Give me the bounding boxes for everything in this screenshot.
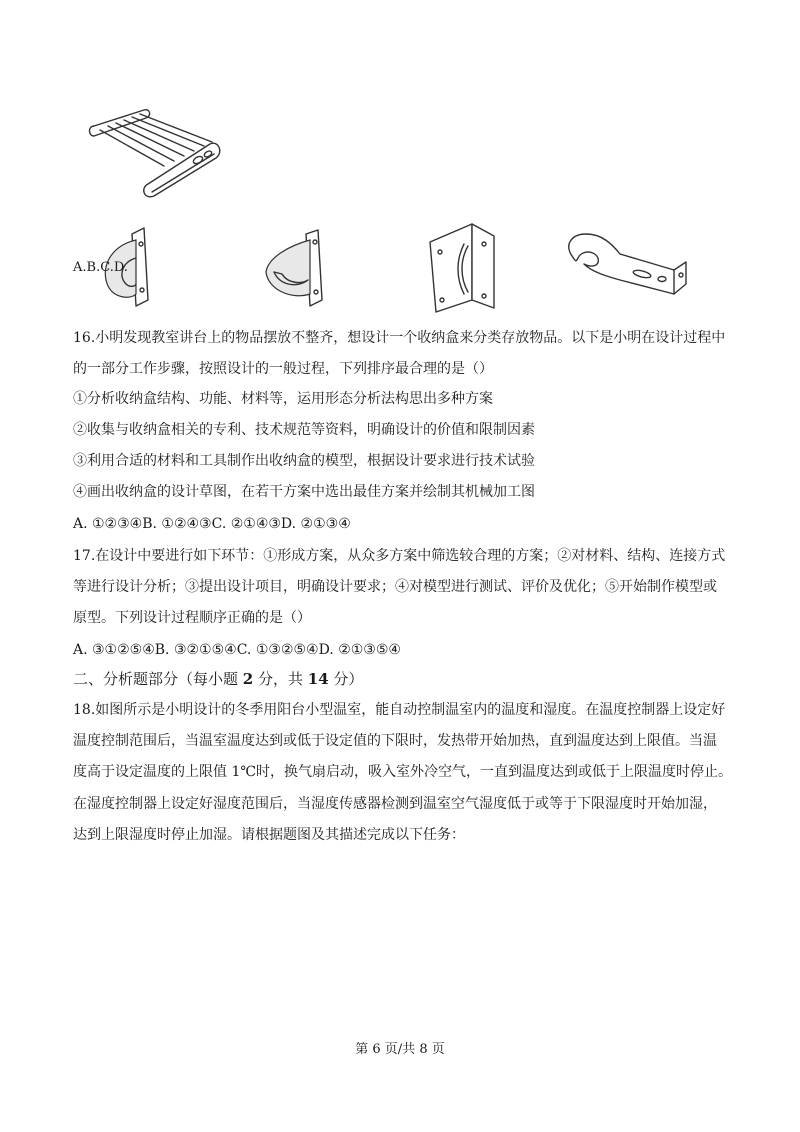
- page-footer: 第 6 页/共 8 页: [355, 1042, 445, 1057]
- bracket-option-b-figure: [262, 230, 332, 308]
- q16-stem-line-2: 的一部分工作步骤，按照设计的一般过程，下列排序最合理的是（）: [73, 361, 493, 377]
- q18-line-4: 在湿度控制器上设定好湿度范围后，当湿度传感器检测到温室空气湿度低于或等于下限湿度时开始加湿，: [73, 796, 717, 812]
- section2-heading: 二、分析题部分（每小题 2 分，共 14 分）: [73, 670, 364, 688]
- options-label: A.B.C.D.: [73, 260, 128, 275]
- q18-line-1: 18.如图所示是小明设计的冬季用阳台小型温室，能自动控制温室内的温度和湿度。在温度控制器上设定好: [73, 702, 726, 718]
- q17-stem-line-3: 原型。下列设计过程顺序正确的是（）: [73, 610, 311, 626]
- q16-step-2: ②收集与收纳盒相关的专利、技术规范等资料，明确设计的价值和限制因素: [73, 422, 535, 438]
- q18-line-2: 温度控制范围后，当温室温度达到或低于设定值的下限时，发热带开始加热，直到温度达到上限值。当温: [73, 733, 717, 749]
- q16-step-1: ①分析收纳盒结构、功能、材料等，运用形态分析法构思出多种方案: [73, 391, 493, 407]
- q18-line-5: 达到上限湿度时停止加湿。请根据题图及其描述完成以下任务：: [73, 827, 465, 843]
- q16-step-4: ④画出收纳盒的设计草图，在若干方案中选出最佳方案并绘制其机械加工图: [73, 484, 535, 500]
- q17-choices: A. ③①②⑤④B. ③②①⑤④C. ①③②⑤④D. ②①③⑤④: [73, 642, 401, 658]
- q16-step-3: ③利用合适的材料和工具制作出收纳盒的模型，根据设计要求进行技术试验: [73, 453, 535, 469]
- q17-stem-line-1: 17.在设计中要进行如下环节：①形成方案，从众多方案中筛选较合理的方案；②对材料、结构、连接方式: [73, 548, 726, 564]
- q16-stem-line-1: 16.小明发现教室讲台上的物品摆放不整齐，想设计一个收纳盒来分类存放物品。以下是小明在设计过程中: [73, 330, 726, 346]
- bracket-option-c-figure: [428, 222, 500, 314]
- q17-stem-line-2: 等进行设计分析；③提出设计项目，明确设计要求；④对模型进行测试、评价及优化；⑤开始制作模型或: [73, 579, 717, 595]
- towel-rack-figure: [86, 108, 226, 203]
- q16-choices: A. ①②③④B. ①②④③C. ②①④③D. ②①③④: [73, 516, 351, 532]
- q18-line-3: 度高于设定温度的上限值 1℃时，换气扇启动，吸入室外冷空气，一直到温度达到或低于上限温度时停止。: [73, 764, 733, 780]
- bracket-option-d-figure: [562, 232, 692, 300]
